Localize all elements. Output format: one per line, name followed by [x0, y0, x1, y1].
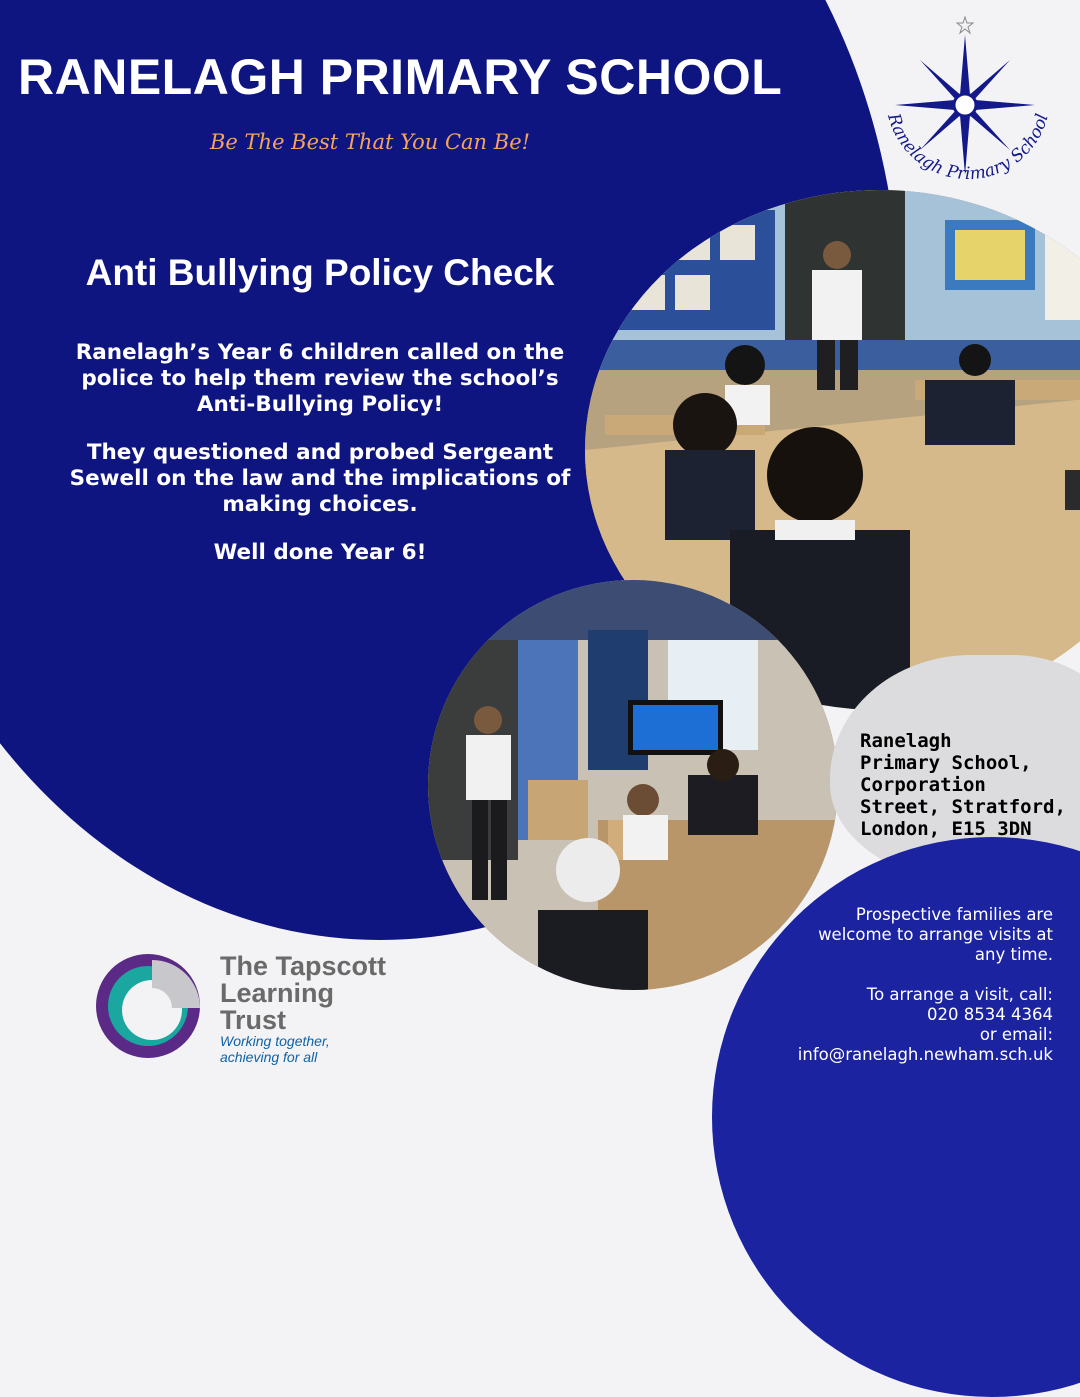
- trust-tag-line: Working together,: [220, 1033, 330, 1049]
- trust-name: [220, 953, 420, 1034]
- contact-text: welcome to arrange visits at: [818, 925, 1053, 944]
- school-compass-logo: [870, 5, 1070, 205]
- article-paragraph: Ranelagh’s Year 6 children called on the police to help them review the school’s Anti-Bullying Policy!: [75, 340, 565, 417]
- address-line: London, E15 3DN: [860, 818, 1032, 840]
- address-line: Ranelagh: [860, 730, 952, 752]
- address-line: Primary School,: [860, 752, 1032, 774]
- trust-name-line: The Tapscott: [220, 951, 387, 981]
- address-line: Street, Stratford,: [860, 796, 1066, 818]
- address-line: Corporation: [860, 774, 986, 796]
- contact-email[interactable]: info@ranelagh.newham.sch.uk: [797, 1045, 1053, 1064]
- school-title: RANELAGH PRIMARY SCHOOL: [18, 49, 783, 105]
- contact-info: [730, 905, 1053, 1065]
- contact-text: or email:: [979, 1025, 1053, 1044]
- trust-tagline: [220, 1033, 420, 1065]
- school-tagline: Be The Best That You Can Be!: [210, 130, 531, 154]
- trust-tag-line: achieving for all: [220, 1049, 318, 1065]
- article-paragraph: Well done Year 6!: [213, 540, 427, 565]
- contact-phone[interactable]: 020 8534 4364: [927, 1005, 1053, 1024]
- trust-name-line: Trust: [220, 1005, 287, 1035]
- logo-text: Ranelagh Primary School: [883, 111, 1053, 185]
- article-heading: Anti Bullying Policy Check: [85, 252, 555, 293]
- trust-name-line: Learning: [220, 978, 335, 1008]
- school-address: [860, 730, 1070, 840]
- contact-text: Prospective families are: [855, 905, 1053, 924]
- article-body: [50, 340, 590, 588]
- contact-text: any time.: [974, 945, 1053, 964]
- article-paragraph: They questioned and probed Sergeant Sewell on the law and the implications of making choices.: [69, 440, 571, 517]
- contact-text: To arrange a visit, call:: [866, 985, 1053, 1004]
- trust-logo-mark: [92, 950, 204, 1062]
